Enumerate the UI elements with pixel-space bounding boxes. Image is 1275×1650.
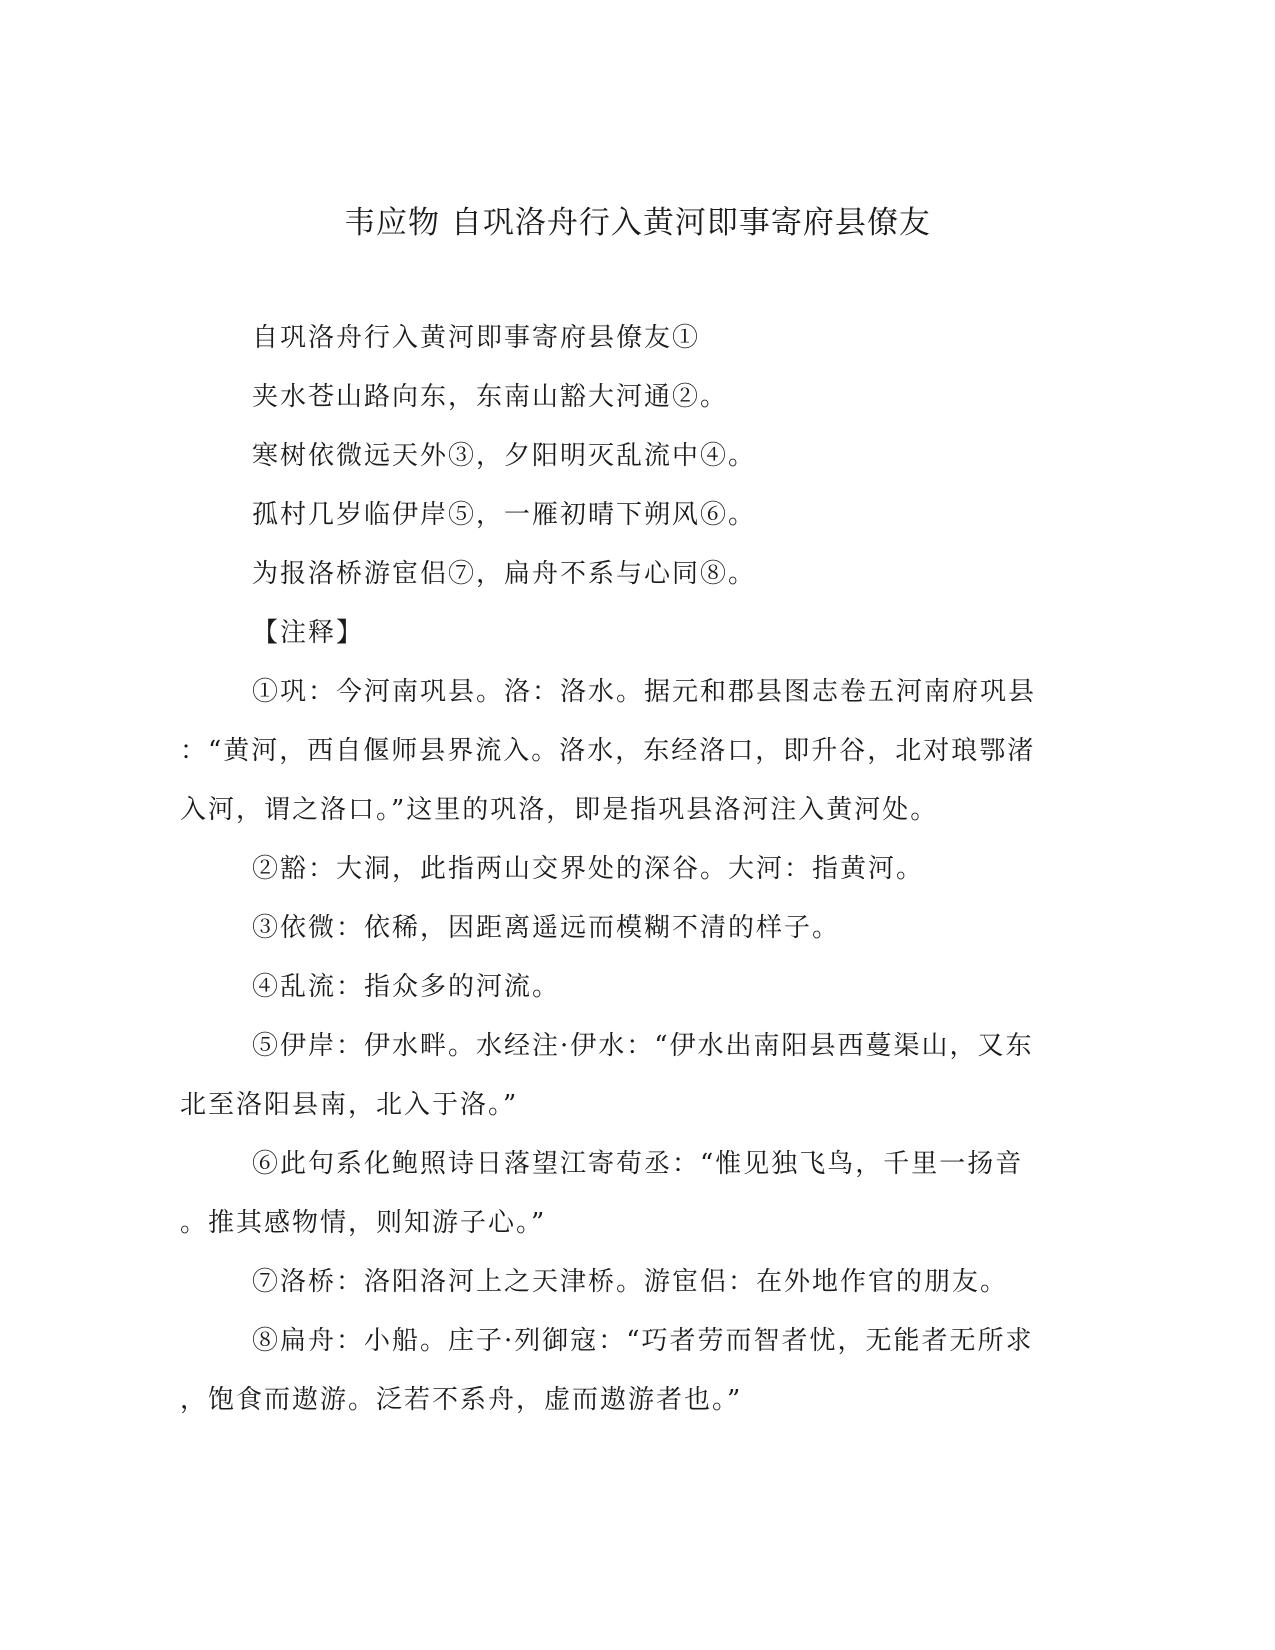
note-line: ，饱食而遨游。泛若不系舟，虚而遨游者也。” — [180, 1385, 743, 1415]
page-title: 韦应物 自巩洛舟行入黄河即事寄府县僚友 — [344, 205, 931, 241]
note-line: 北至洛阳县南，北入于洛。” — [180, 1090, 519, 1120]
note-line: ⑥此句系化鲍照诗日落望江寄荀丞：“惟见独飞鸟，千里一扬音 — [252, 1149, 1024, 1179]
note-line: 入河，谓之洛口。”这里的巩洛，即是指巩县洛河注入黄河处。 — [180, 795, 939, 825]
note-line: ④乱流：指众多的河流。 — [252, 972, 561, 1002]
note-line: 。推其感物情，则知游子心。” — [180, 1208, 547, 1238]
note-line: ②豁：大洞，此指两山交界处的深谷。大河：指黄河。 — [252, 854, 925, 884]
poem-line: 孤村几岁临伊岸⑤，一雁初晴下朔风⑥。 — [252, 500, 757, 530]
note-line: ①巩：今河南巩县。洛：洛水。据元和郡县图志卷五河南府巩县 — [252, 677, 1037, 707]
poem-line: 寒树依微远天外③，夕阳明灭乱流中④。 — [252, 441, 757, 471]
note-line: ⑦洛桥：洛阳洛河上之天津桥。游宦侣：在外地作官的朋友。 — [252, 1267, 1009, 1297]
poem-line: 夹水苍山路向东，东南山豁大河通②。 — [252, 382, 729, 412]
poem-line: 为报洛桥游宦侣⑦，扁舟不系与心同⑧。 — [252, 559, 757, 589]
notes-heading: 【注释】 — [252, 618, 365, 648]
poem-title-line: 自巩洛舟行入黄河即事寄府县僚友① — [252, 323, 701, 353]
note-line: ③依微：依稀，因距离遥远而模糊不清的样子。 — [252, 913, 841, 943]
note-line: ：“黄河，西自偃师县界流入。洛水，东经洛口，即升谷，北对琅鄂渚 — [180, 736, 1036, 766]
note-line: ⑤伊岸：伊水畔。水经注·伊水：“伊水出南阳县西蔓渠山，又东 — [252, 1031, 1034, 1061]
note-line: ⑧扁舟：小船。庄子·列御寇：“巧者劳而智者忧，无能者无所求 — [252, 1326, 1034, 1356]
